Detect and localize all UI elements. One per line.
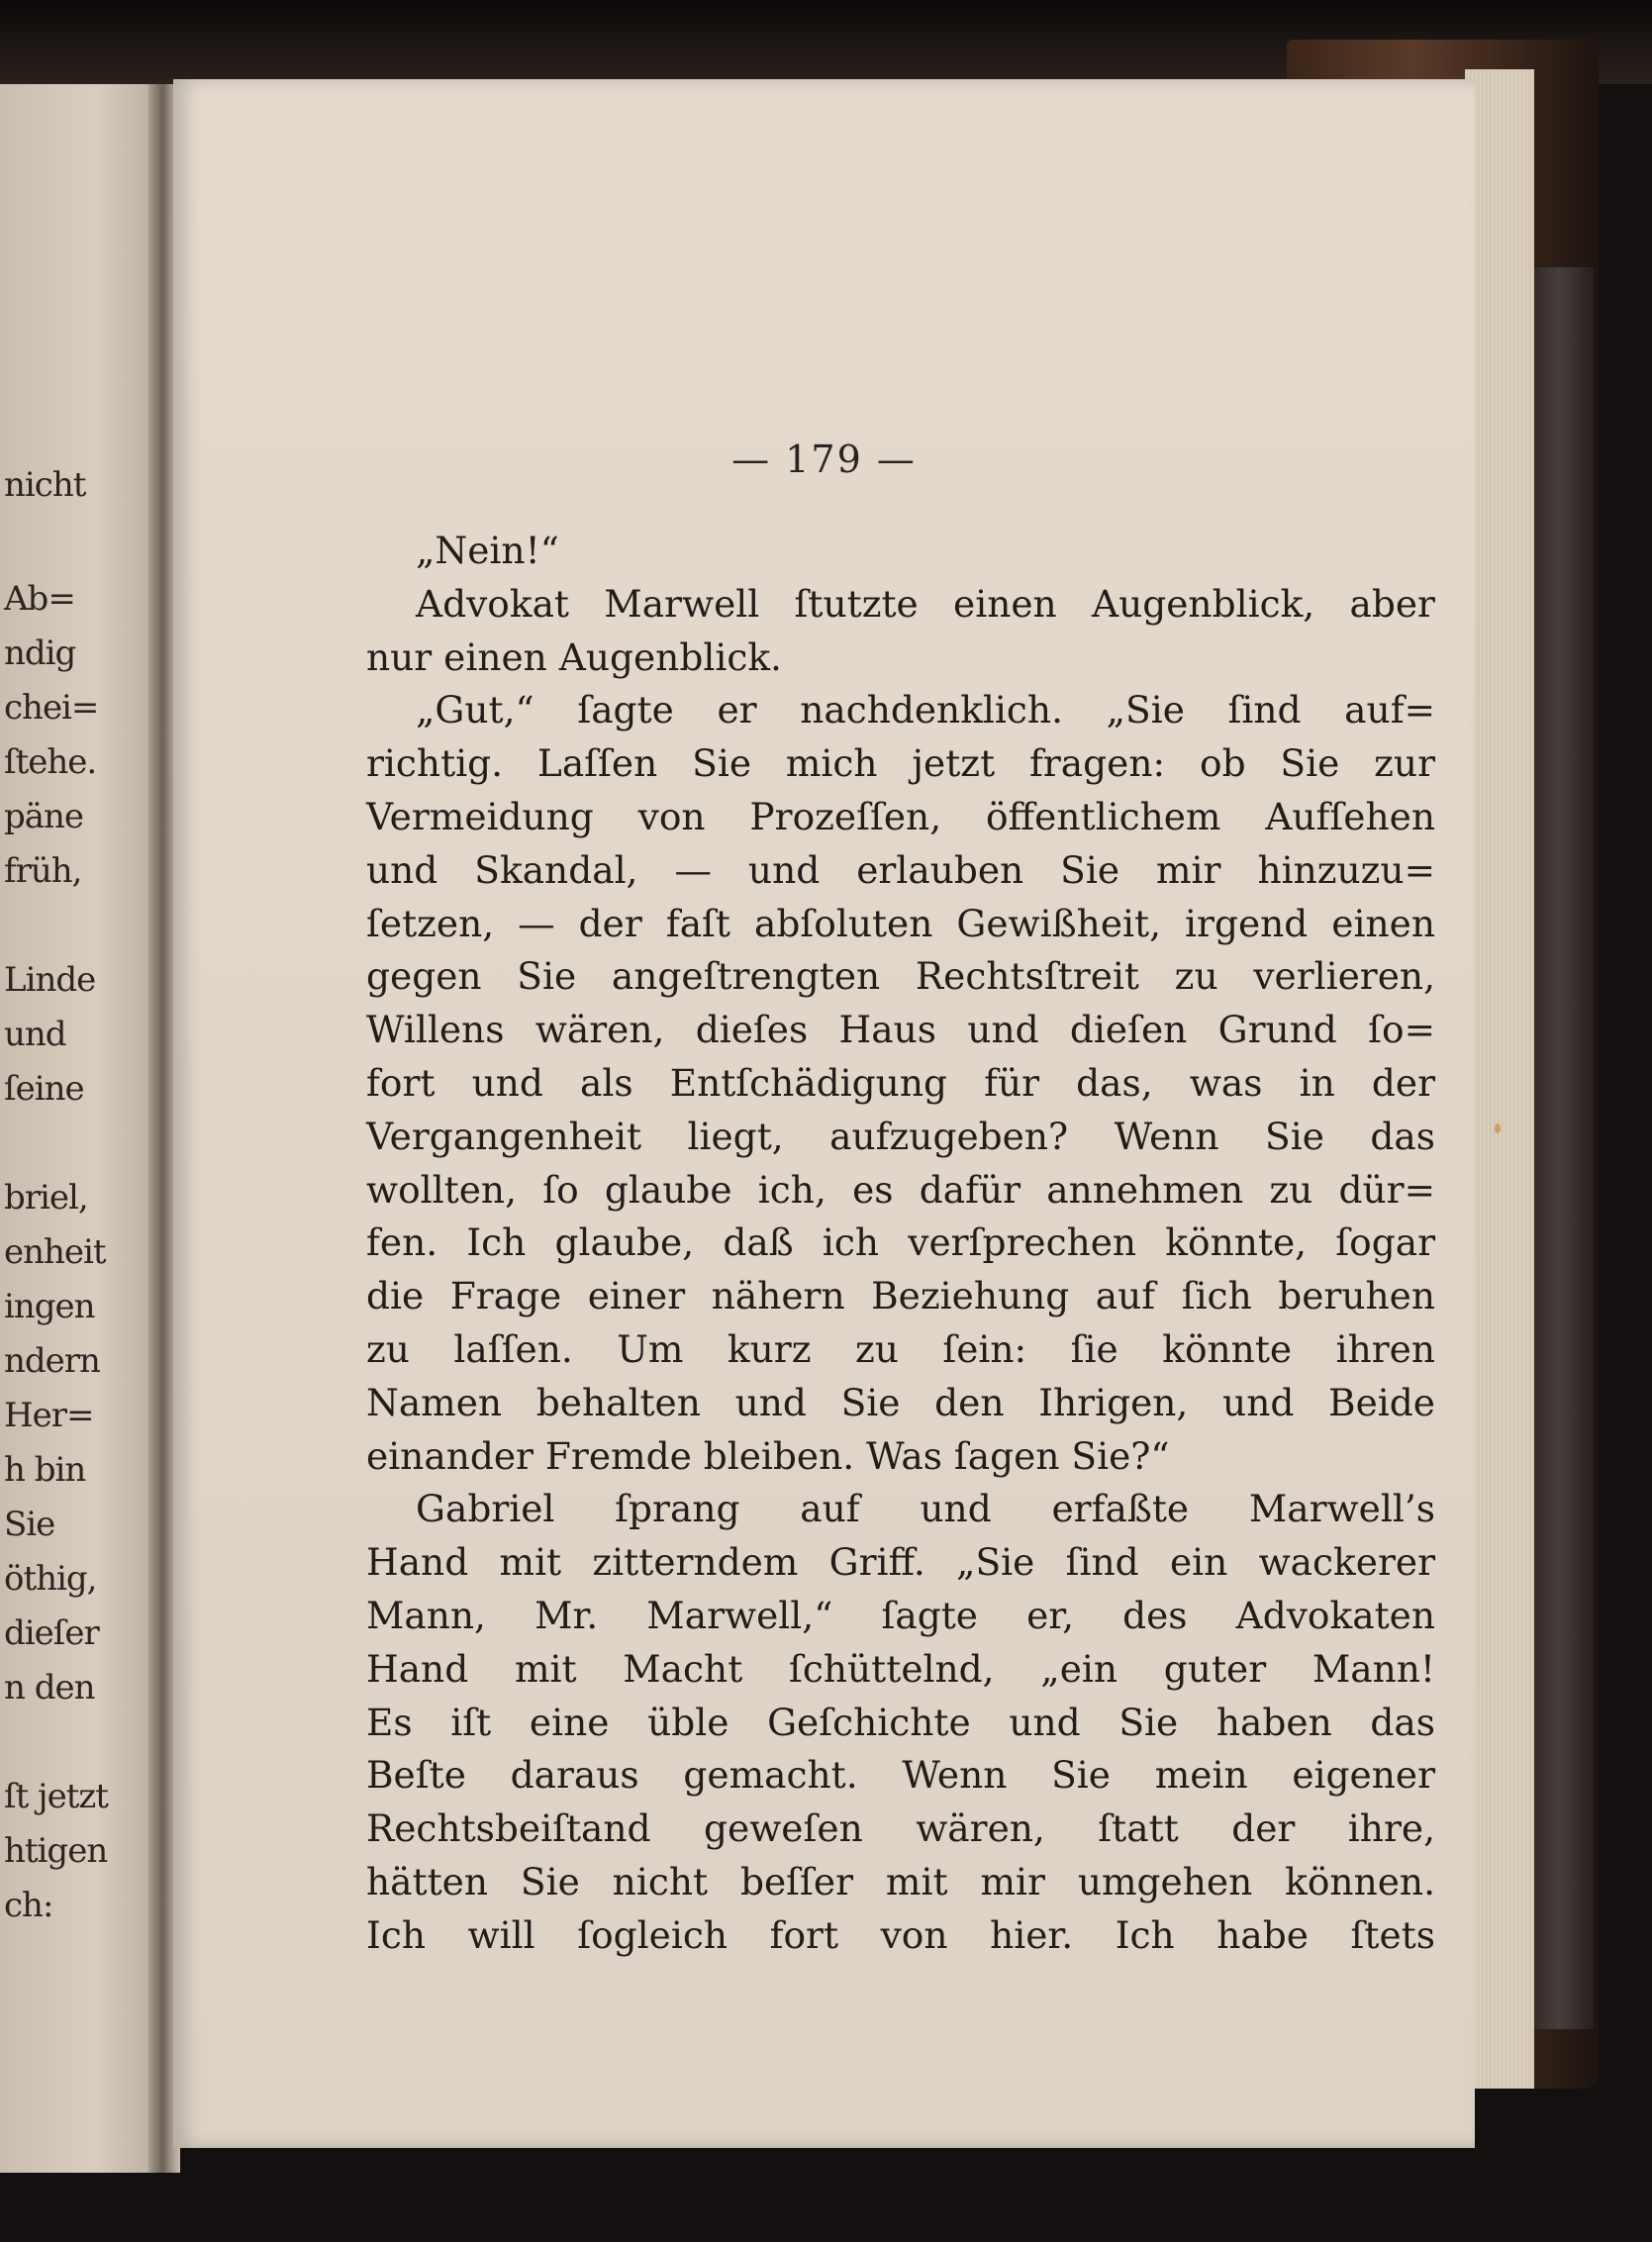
- text-line: nur einen Augenblick.: [366, 634, 782, 679]
- left-page-fragment: päne: [4, 797, 84, 836]
- left-page-fragment: briel,: [4, 1178, 88, 1218]
- text-line: zu laſſen. Um kurz zu ſein: ſie könnte ihren: [366, 1326, 1435, 1371]
- right-page: [173, 79, 1475, 2148]
- text-line: Ich will ſogleich fort von hier. Ich habe ſtets: [366, 1912, 1435, 1957]
- left-page-fragment: ndern: [4, 1341, 100, 1381]
- left-page-fragment: n den: [4, 1668, 95, 1707]
- text-line: Beſte daraus gemacht. Wenn Sie mein eigener: [366, 1753, 1435, 1798]
- left-page-fragment: ſeine: [4, 1069, 84, 1109]
- left-page-fragment: ſtehe.: [4, 742, 97, 782]
- text-line: fort und als Entſchädigung für das, was in der: [366, 1060, 1435, 1105]
- left-page-fragment: ingen: [4, 1287, 95, 1326]
- left-page-fragment: Ab=: [4, 579, 75, 619]
- text-line: „Nein!“: [416, 529, 559, 572]
- text-line: Hand mit zitterndem Griff. „Sie ſind ein wackerer: [366, 1540, 1435, 1585]
- left-page-fragment: ſt jetzt: [4, 1777, 108, 1816]
- left-page-fragment: h bin: [4, 1450, 86, 1490]
- left-page-fragment: Her=: [4, 1396, 94, 1435]
- paper-speck: [1495, 1123, 1501, 1133]
- left-page-fragment: öthig,: [4, 1559, 97, 1599]
- left-page-fragment: früh,: [4, 851, 82, 891]
- left-page-fragment: chei=: [4, 688, 99, 728]
- text-line: Hand mit Macht ſchüttelnd, „ein guter Mann!: [366, 1646, 1435, 1691]
- text-line: richtig. Laſſen Sie mich jetzt fragen: ob Sie zur: [366, 741, 1435, 786]
- text-line: die Frage einer nähern Beziehung auf ſich beruhen: [366, 1274, 1435, 1318]
- left-page-fragment: htigen: [4, 1831, 108, 1871]
- page-block-edge: [1465, 69, 1534, 2089]
- left-page-fragment: dieſer: [4, 1613, 99, 1653]
- left-page-fragment: Sie: [4, 1505, 55, 1544]
- text-line: und Skandal, — und erlauben Sie mir hinzuzu=: [366, 847, 1435, 892]
- book-spine-edge: [1524, 267, 1594, 2029]
- text-line: Rechtsbeiſtand geweſen wären, ſtatt der ihre,: [366, 1806, 1435, 1851]
- text-line: Gabriel ſprang auf und erfaßte Marwell’s: [416, 1487, 1435, 1531]
- text-line: hätten Sie nicht beſſer mit mir umgehen können.: [366, 1859, 1435, 1903]
- left-page-fragment: nicht: [4, 465, 86, 505]
- left-page-fragment: Linde: [4, 960, 96, 1000]
- text-line: Advokat Marwell ſtutzte einen Augenblick, aber: [416, 581, 1435, 626]
- text-line: Vermeidung von Prozeſſen, öffentlichem Aufſehen: [366, 794, 1435, 838]
- text-line: Vergangenheit liegt, aufzugeben? Wenn Sie das: [366, 1114, 1435, 1158]
- text-line: Willens wären, dieſes Haus und dieſen Grund ſo=: [366, 1008, 1435, 1052]
- left-page-fragment: ch:: [4, 1886, 53, 1925]
- page-body: [366, 525, 1435, 1963]
- left-page-fragment: ndig: [4, 634, 76, 673]
- page-number: — 179 —: [731, 438, 917, 481]
- text-line: einander Fremde bleiben. Was ſagen Sie?“: [366, 1433, 1170, 1478]
- text-line: wollten, ſo glaube ich, es dafür annehmen zu dür=: [366, 1167, 1435, 1212]
- text-line: Mann, Mr. Marwell,“ ſagte er, des Advokaten: [366, 1593, 1435, 1637]
- left-page-fragment: enheit: [4, 1232, 106, 1272]
- text-line: gegen Sie angeſtrengten Rechtsſtreit zu verlieren,: [366, 954, 1435, 999]
- text-line: „Gut,“ ſagte er nachdenklich. „Sie ſind auf=: [416, 688, 1435, 732]
- left-page-text: [4, 0, 143, 2242]
- left-page-fragment: und: [4, 1015, 66, 1054]
- text-line: fen. Ich glaube, daß ich verſprechen könnte, ſogar: [366, 1220, 1435, 1265]
- text-line: Namen behalten und Sie den Ihrigen, und Beide: [366, 1380, 1435, 1424]
- text-line: ſetzen, — der faſt abſoluten Gewißheit, irgend einen: [366, 901, 1435, 945]
- text-line: Es iſt eine üble Geſchichte und Sie haben das: [366, 1700, 1435, 1744]
